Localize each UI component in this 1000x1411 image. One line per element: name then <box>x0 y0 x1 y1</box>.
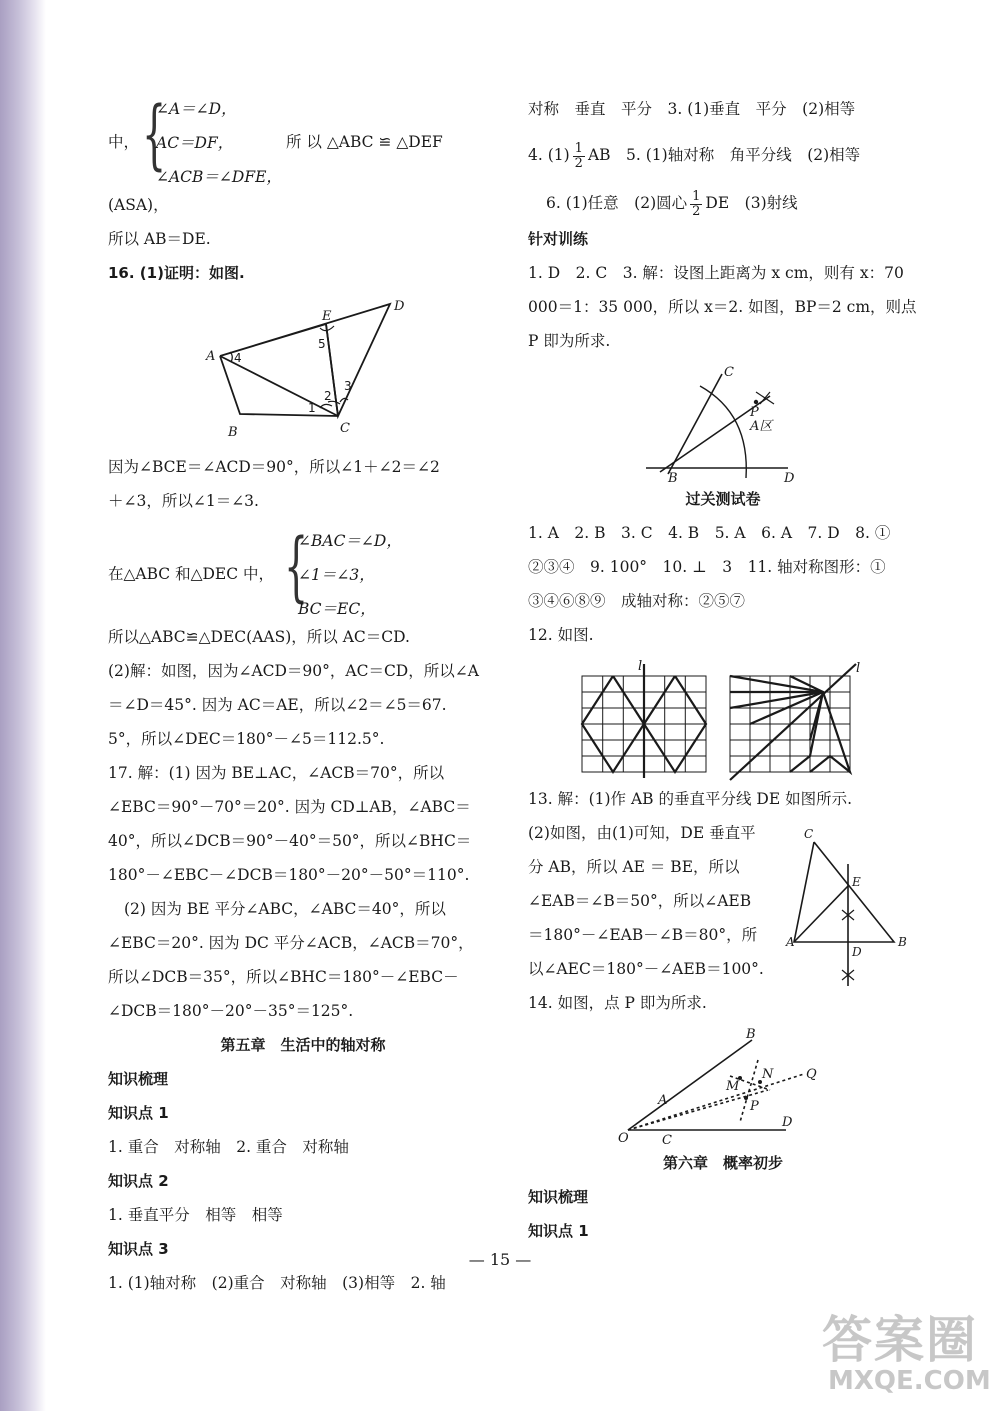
figure-12 <box>578 660 878 780</box>
text-line: 12. 如图. <box>528 626 594 644</box>
text-line: ③④⑥⑧⑨ 成轴对称：②⑤⑦ <box>528 592 746 610</box>
answer-part: DE (3)射线 <box>705 194 798 212</box>
watermark-url: MXQE.COM <box>828 1366 991 1396</box>
text-line: ＋∠3，所以∠1＝∠3. <box>108 492 259 510</box>
text-line: 17. 解：(1) 因为 BE⊥AC，∠ACB＝70°，所以 <box>108 764 445 782</box>
angle-3: 3 <box>344 379 352 393</box>
chapter-title: 第六章 概率初步 <box>662 1154 783 1172</box>
angle-5: 5 <box>318 337 326 351</box>
fraction <box>690 190 702 219</box>
label-A: A <box>786 935 795 949</box>
text-line: 14. 如图，点 P 即为所求. <box>528 994 707 1012</box>
page-number-value: 15 <box>489 1250 511 1269</box>
text-line: (2)如图，由(1)可知，DE 垂直平 <box>528 824 756 842</box>
answer-part: 6. (1)任意 (2)圆心 <box>546 194 688 212</box>
text-line: 分 AB，所以 AE ＝ BE，所以 <box>528 858 740 876</box>
text-line: 以∠AEC＝180°－∠AEB＝100°. <box>528 960 764 978</box>
figure-16 <box>198 296 428 446</box>
text-line: ＝∠D＝45°. 因为 AC＝AE，所以∠2＝∠5＝67. <box>108 696 447 714</box>
text-line: 180°－∠EBC－∠DCB＝180°－20°－50°＝110°. <box>108 866 470 884</box>
text-line: ∠EBC＝20°. 因为 DC 平分∠ACB，∠ACB＝70°， <box>108 934 474 952</box>
text-line: 40°，所以∠DCB＝90°－40°＝50°，所以∠BHC＝ <box>108 832 472 850</box>
system-row: ∠1＝∠3， <box>298 566 375 584</box>
label-A-zone: A区 <box>750 419 773 434</box>
angle-2: 2 <box>324 389 332 403</box>
system-conclusion: 所 以 △ABC ≌ △DEF <box>286 133 443 151</box>
text-line: (2) 因为 BE 平分∠ABC，∠ABC＝40°，所以 <box>124 900 446 918</box>
label-C: C <box>662 1133 672 1148</box>
text-line: (2)解：如图，因为∠ACD＝90°，AC＝CD，所以∠A <box>108 662 479 680</box>
label-D: D <box>784 471 795 486</box>
page-number: — 15 — <box>468 1250 532 1269</box>
left-column <box>108 89 498 1306</box>
text-line: ∠EAB＝∠B＝50°，所以∠AEB <box>528 892 752 910</box>
problem-heading: 16. (1)证明：如图. <box>108 264 245 282</box>
problem-13-block <box>528 822 918 992</box>
system-row: ∠BAC＝∠D， <box>298 532 402 550</box>
scan-edge <box>0 0 46 1411</box>
text-line: 对称 垂直 平分 3. (1)垂直 平分 (2)相等 <box>528 100 856 118</box>
section-heading: 知识点 1 <box>108 1104 169 1122</box>
label-O: O <box>618 1131 629 1146</box>
system-lead: 在△ABC 和△DEC 中， <box>108 565 275 583</box>
congruence-system-1 <box>108 89 498 194</box>
angle-4: 4 <box>234 351 242 365</box>
section-heading: 知识点 2 <box>108 1172 169 1190</box>
label-M: M <box>726 1079 740 1094</box>
problem-13-text <box>528 822 764 992</box>
watermark-logo <box>822 1300 992 1405</box>
text-line: 1. 垂直平分 相等 相等 <box>108 1206 283 1224</box>
label-P: P <box>750 1099 759 1114</box>
system-row: BC＝EC， <box>298 600 376 618</box>
axis-label-l: l <box>638 659 643 674</box>
text-line: P 即为所求. <box>528 332 611 350</box>
text-line: ②③④ 9. 100° 10. ⊥ 3 11. 轴对称图形：① <box>528 558 886 576</box>
right-column <box>528 98 918 1254</box>
axis-label-l: l <box>856 661 861 676</box>
label-B: B <box>746 1027 756 1042</box>
label-C: C <box>804 827 814 841</box>
text-line: 1. 重合 对称轴 2. 重合 对称轴 <box>108 1138 349 1156</box>
label-D: D <box>852 945 862 959</box>
section-heading: 知识点 3 <box>108 1240 169 1258</box>
label-C: C <box>340 421 350 436</box>
text-line: ＝180°－∠EAB－∠B＝80°，所 <box>528 926 758 944</box>
chapter-title: 第五章 生活中的轴对称 <box>220 1036 386 1054</box>
figure-13 <box>786 814 920 989</box>
text-line: (ASA)， <box>108 196 169 214</box>
label-D: D <box>782 1115 793 1130</box>
system-row: ∠A＝∠D， <box>156 100 237 118</box>
fraction-num: 1 <box>692 188 701 204</box>
label-N: N <box>762 1067 774 1082</box>
label-P: P <box>750 405 759 420</box>
label-B: B <box>898 935 907 949</box>
text-line: ∠EBC＝90°－70°＝20°. 因为 CD⊥AB，∠ABC＝ <box>108 798 471 816</box>
label-B: B <box>228 425 238 440</box>
label-B: B <box>668 471 678 486</box>
answer-part: 4. (1) <box>528 146 570 164</box>
text-line: 所以 AB＝DE. <box>108 230 211 248</box>
section-heading: 过关测试卷 <box>685 490 761 508</box>
section-heading: 知识梳理 <box>108 1070 169 1088</box>
text-line: 13. 解：(1)作 AB 的垂直平分线 DE 如图所示. <box>528 790 852 808</box>
label-Q: Q <box>806 1067 817 1082</box>
brace-icon: { <box>142 89 167 178</box>
fraction <box>573 142 585 171</box>
section-heading: 针对训练 <box>528 230 589 248</box>
figure-3 <box>638 364 828 484</box>
section-heading: 知识点 1 <box>528 1222 589 1240</box>
fraction-den: 2 <box>692 203 701 219</box>
label-E: E <box>852 875 861 889</box>
text-line: 因为∠BCE＝∠ACD＝90°，所以∠1＋∠2＝∠2 <box>108 458 440 476</box>
text-line: ∠DCB＝180°－20°－35°＝125°. <box>108 1002 354 1020</box>
text-line: 所以∠DCB＝35°，所以∠BHC＝180°－∠EBC－ <box>108 968 459 986</box>
fraction-den: 2 <box>574 155 583 171</box>
label-A: A <box>206 349 216 364</box>
text-line: 000＝1：35 000，所以 x＝2. 如图，BP＝2 cm，则点 <box>528 298 917 316</box>
text-line: 1. D 2. C 3. 解：设图上距离为 x cm，则有 x：70 <box>528 264 904 282</box>
congruence-system-2 <box>108 521 498 626</box>
label-A: A <box>658 1093 668 1108</box>
label-C: C <box>724 365 734 380</box>
label-D: D <box>394 299 405 314</box>
fraction-num: 1 <box>574 140 583 156</box>
system-rows <box>156 92 282 194</box>
section-heading: 知识梳理 <box>528 1188 589 1206</box>
answer-part: AB 5. (1)轴对称 角平分线 (2)相等 <box>587 146 861 164</box>
text-line <box>528 178 918 228</box>
figure-14 <box>618 1026 828 1146</box>
system-row: AC＝DF， <box>156 134 234 152</box>
label-E: E <box>322 309 332 324</box>
text-line: 5°，所以∠DEC＝180°－∠5＝112.5°. <box>108 730 385 748</box>
text-line <box>528 132 918 178</box>
angle-1: 1 <box>308 401 316 415</box>
brace-icon: { <box>284 521 309 610</box>
text-line: 1. A 2. B 3. C 4. B 5. A 6. A 7. D 8. ① <box>528 524 891 542</box>
text-line: 所以△ABC≌△DEC(AAS)，所以 AC＝CD. <box>108 628 410 646</box>
system-row: ∠ACB＝∠DFE， <box>156 168 282 186</box>
watermark-text: 答案圈 <box>822 1311 978 1369</box>
system-lead: 中， <box>108 133 140 151</box>
system-rows <box>298 524 402 626</box>
text-line: 1. (1)轴对称 (2)重合 对称轴 (3)相等 2. 轴 <box>108 1274 446 1292</box>
